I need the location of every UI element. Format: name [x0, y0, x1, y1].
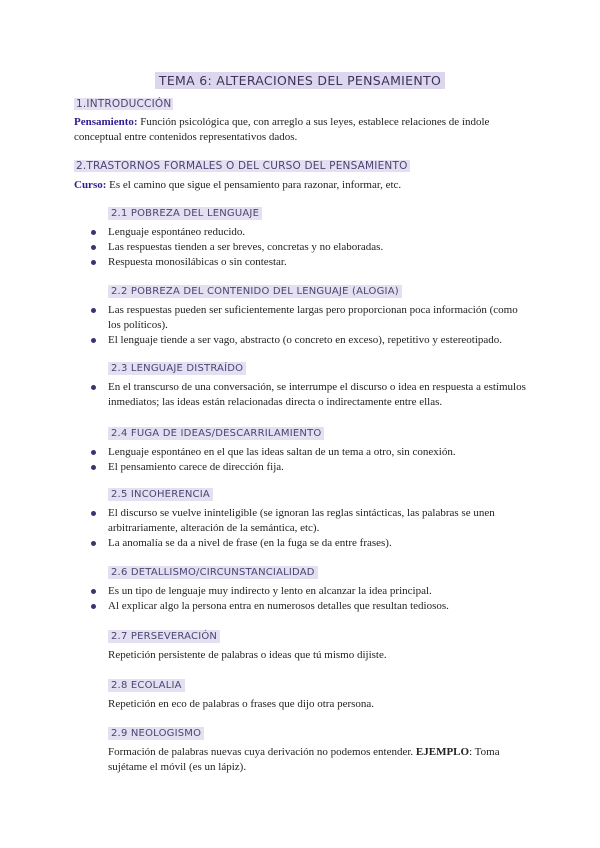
- intro-paragraph: [74, 115, 504, 145]
- list-item: Al explicar algo la persona entra en numerosos detalles que resultan tediosos.: [88, 599, 528, 614]
- list-2-4: [88, 445, 528, 475]
- subheading-2-9: 2.9 NEOLOGISMO: [108, 728, 204, 739]
- neologismo-text: Formación de palabras nuevas cuya derivación no podemos entender.: [108, 746, 416, 758]
- intro-text: Función psicológica que, con arreglo a sus leyes, establece relaciones de índole conceptual entre contenidos representativos dados.: [74, 116, 490, 143]
- list-item: Lenguaje espontáneo en el que las ideas saltan de un tema a otro, sin conexión.: [88, 445, 528, 460]
- paragraph-2-7: Repetición persistente de palabras o ideas que tú mismo dijiste.: [108, 649, 387, 661]
- list-item: Lenguaje espontáneo reducido.: [88, 225, 528, 240]
- list-2-5: [88, 506, 528, 551]
- list-item: Es un tipo de lenguaje muy indirecto y lento en alcanzar la idea principal.: [88, 584, 528, 599]
- subheading-2-1: 2.1 POBREZA DEL LENGUAJE: [108, 208, 262, 219]
- subheading-2-4: 2.4 FUGA DE IDEAS/DESCARRILAMIENTO: [108, 428, 324, 439]
- example-label: EJEMPLO: [415, 746, 470, 758]
- subheading-2-2: 2.2 POBREZA DEL CONTENIDO DEL LENGUAJE (ALOGIA): [108, 286, 402, 297]
- list-2-2: [88, 303, 528, 348]
- subheading-2-7: 2.7 PERSEVERACIÓN: [108, 631, 220, 642]
- subheading-2-8: 2.8 ECOLALIA: [108, 680, 185, 691]
- list-2-3: [88, 380, 528, 410]
- list-item: Respuesta monosilábicas o sin contestar.: [88, 255, 528, 270]
- subheading-2-3: 2.3 LENGUAJE DISTRAÍDO: [108, 363, 246, 374]
- list-item: En el transcurso de una conversación, se interrumpe el discurso o idea en respuesta a estímulos inmediatos; las ideas están relacionadas directa o indirectamente entre ellas.: [88, 380, 528, 410]
- section-heading-trastornos: 2.TRASTORNOS FORMALES O DEL CURSO DEL PENSAMIENTO: [76, 160, 408, 172]
- list-2-6: [88, 584, 528, 614]
- list-2-1: [88, 225, 528, 270]
- example-text: : Toma sujétame el móvil (es un lápiz).: [108, 746, 500, 773]
- section-heading-introduccion: 1.INTRODUCCIÓN: [76, 98, 172, 110]
- list-item: El pensamiento carece de dirección fija.: [88, 460, 528, 475]
- term-pensamiento: Pensamiento:: [74, 116, 138, 128]
- list-item: El discurso se vuelve ininteligible (se ignoran las reglas sintácticas, las palabras se unen arbitrariamente, alteración de la semántica, etc).: [88, 506, 528, 536]
- list-item: El lenguaje tiende a ser vago, abstracto (o concreto en exceso), repetitivo y estereotipado.: [88, 333, 528, 348]
- paragraph-2-9: [108, 745, 518, 775]
- list-item: Las respuestas tienden a ser breves, concretas y no elaboradas.: [88, 240, 528, 255]
- subheading-2-6: 2.6 DETALLISMO/CIRCUNSTANCIALIDAD: [108, 567, 318, 578]
- list-item: Las respuestas pueden ser suficientemente largas pero proporcionan poca información (como los políticos).: [88, 303, 528, 333]
- document-title-text: TEMA 6: ALTERACIONES DEL PENSAMIENTO: [155, 72, 445, 89]
- document-title: [0, 72, 600, 90]
- paragraph-2-8: Repetición en eco de palabras o frases que dijo otra persona.: [108, 698, 375, 710]
- curso-paragraph: [74, 178, 514, 193]
- curso-text: Es el camino que sigue el pensamiento para razonar, informar, etc.: [106, 179, 402, 191]
- subheading-2-5: 2.5 INCOHERENCIA: [108, 489, 213, 500]
- term-curso: Curso:: [74, 179, 107, 191]
- list-item: La anomalía se da a nivel de frase (en la fuga se da entre frases).: [88, 536, 528, 551]
